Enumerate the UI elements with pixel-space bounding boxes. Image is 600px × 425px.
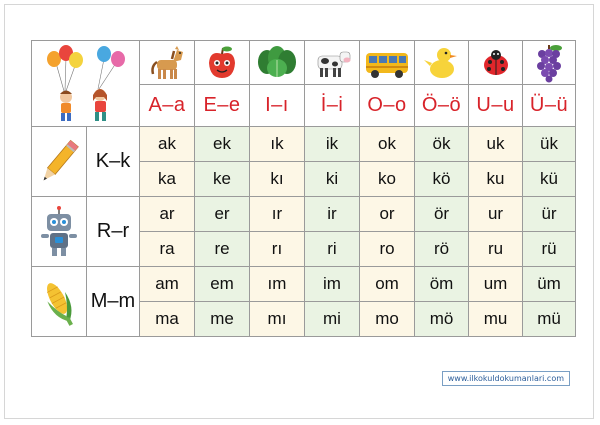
website-link[interactable]: www.ilkokuldokumanlari.com bbox=[442, 371, 570, 386]
syllable-cell: mö bbox=[415, 302, 469, 337]
syllable-cell: me bbox=[195, 302, 250, 337]
syllable-cell: om bbox=[360, 267, 415, 302]
syllable-cell: ok bbox=[360, 127, 415, 162]
syllable-cell: re bbox=[195, 232, 250, 267]
syllable-cell: am bbox=[140, 267, 195, 302]
bus-icon bbox=[363, 44, 411, 82]
syllable-cell: ra bbox=[140, 232, 195, 267]
vowel-label: Ü–ü bbox=[523, 85, 576, 127]
syllable-cell: mı bbox=[250, 302, 305, 337]
syllable-table bbox=[31, 40, 576, 337]
syllable-row-m-1 bbox=[32, 267, 576, 302]
pencil-icon bbox=[39, 134, 79, 190]
syllable-cell: ko bbox=[360, 162, 415, 197]
vowel-label: O–o bbox=[360, 85, 415, 127]
horse-picture bbox=[140, 41, 195, 85]
syllable-cell: üm bbox=[523, 267, 576, 302]
consonant-label: M–m bbox=[87, 267, 140, 337]
syllable-cell: ru bbox=[469, 232, 523, 267]
syllable-cell: mo bbox=[360, 302, 415, 337]
apple-icon bbox=[202, 44, 242, 82]
syllable-row-k-1 bbox=[32, 127, 576, 162]
syllable-cell: ir bbox=[305, 197, 360, 232]
vowel-label: U–u bbox=[469, 85, 523, 127]
syllable-cell: kı bbox=[250, 162, 305, 197]
syllable-cell: ro bbox=[360, 232, 415, 267]
syllable-cell: rö bbox=[415, 232, 469, 267]
syllable-cell: kü bbox=[523, 162, 576, 197]
syllable-cell: mi bbox=[305, 302, 360, 337]
syllable-cell: rü bbox=[523, 232, 576, 267]
syllable-row-r-1 bbox=[32, 197, 576, 232]
corn-icon bbox=[39, 274, 79, 330]
syllable-cell: ök bbox=[415, 127, 469, 162]
syllable-cell: ar bbox=[140, 197, 195, 232]
syllable-cell: er bbox=[195, 197, 250, 232]
duckling-icon bbox=[422, 44, 462, 82]
syllable-cell: um bbox=[469, 267, 523, 302]
syllable-cell: ak bbox=[140, 127, 195, 162]
syllable-cell: rı bbox=[250, 232, 305, 267]
vowel-label: I–ı bbox=[250, 85, 305, 127]
vowel-label: İ–i bbox=[305, 85, 360, 127]
syllable-cell: mü bbox=[523, 302, 576, 337]
picture-row bbox=[32, 41, 576, 85]
grapes-icon bbox=[529, 43, 569, 83]
syllable-cell: ka bbox=[140, 162, 195, 197]
syllable-cell: mu bbox=[469, 302, 523, 337]
ladybug-icon bbox=[476, 44, 516, 82]
corn-picture bbox=[32, 267, 87, 337]
syllable-cell: ım bbox=[250, 267, 305, 302]
syllable-cell: or bbox=[360, 197, 415, 232]
syllable-cell: kö bbox=[415, 162, 469, 197]
children-balloons-picture bbox=[32, 41, 140, 127]
syllable-cell: ik bbox=[305, 127, 360, 162]
syllable-cell: ri bbox=[305, 232, 360, 267]
spinach-picture bbox=[250, 41, 305, 85]
vowel-label: A–a bbox=[140, 85, 195, 127]
robot-icon bbox=[38, 204, 80, 260]
syllable-cell: ır bbox=[250, 197, 305, 232]
syllable-cell: ür bbox=[523, 197, 576, 232]
syllable-cell: ör bbox=[415, 197, 469, 232]
children-balloons-icon bbox=[36, 43, 136, 125]
pencil-picture bbox=[32, 127, 87, 197]
syllable-cell: ık bbox=[250, 127, 305, 162]
syllable-cell: ek bbox=[195, 127, 250, 162]
spinach-icon bbox=[255, 44, 299, 82]
syllable-cell: ük bbox=[523, 127, 576, 162]
robot-picture bbox=[32, 197, 87, 267]
consonant-label: R–r bbox=[87, 197, 140, 267]
duckling-picture bbox=[415, 41, 469, 85]
apple-picture bbox=[195, 41, 250, 85]
syllable-cell: im bbox=[305, 267, 360, 302]
syllable-cell: ma bbox=[140, 302, 195, 337]
vowel-label: Ö–ö bbox=[415, 85, 469, 127]
syllable-cell: uk bbox=[469, 127, 523, 162]
syllable-cell: em bbox=[195, 267, 250, 302]
syllable-cell: ke bbox=[195, 162, 250, 197]
consonant-label: K–k bbox=[87, 127, 140, 197]
grapes-picture bbox=[523, 41, 576, 85]
syllable-cell: ki bbox=[305, 162, 360, 197]
cow-icon bbox=[310, 44, 354, 82]
syllable-cell: ur bbox=[469, 197, 523, 232]
cow-picture bbox=[305, 41, 360, 85]
syllable-cell: ku bbox=[469, 162, 523, 197]
bus-picture bbox=[360, 41, 415, 85]
ladybug-picture bbox=[469, 41, 523, 85]
horse-icon bbox=[147, 44, 187, 82]
vowel-label: E–e bbox=[195, 85, 250, 127]
syllable-cell: öm bbox=[415, 267, 469, 302]
